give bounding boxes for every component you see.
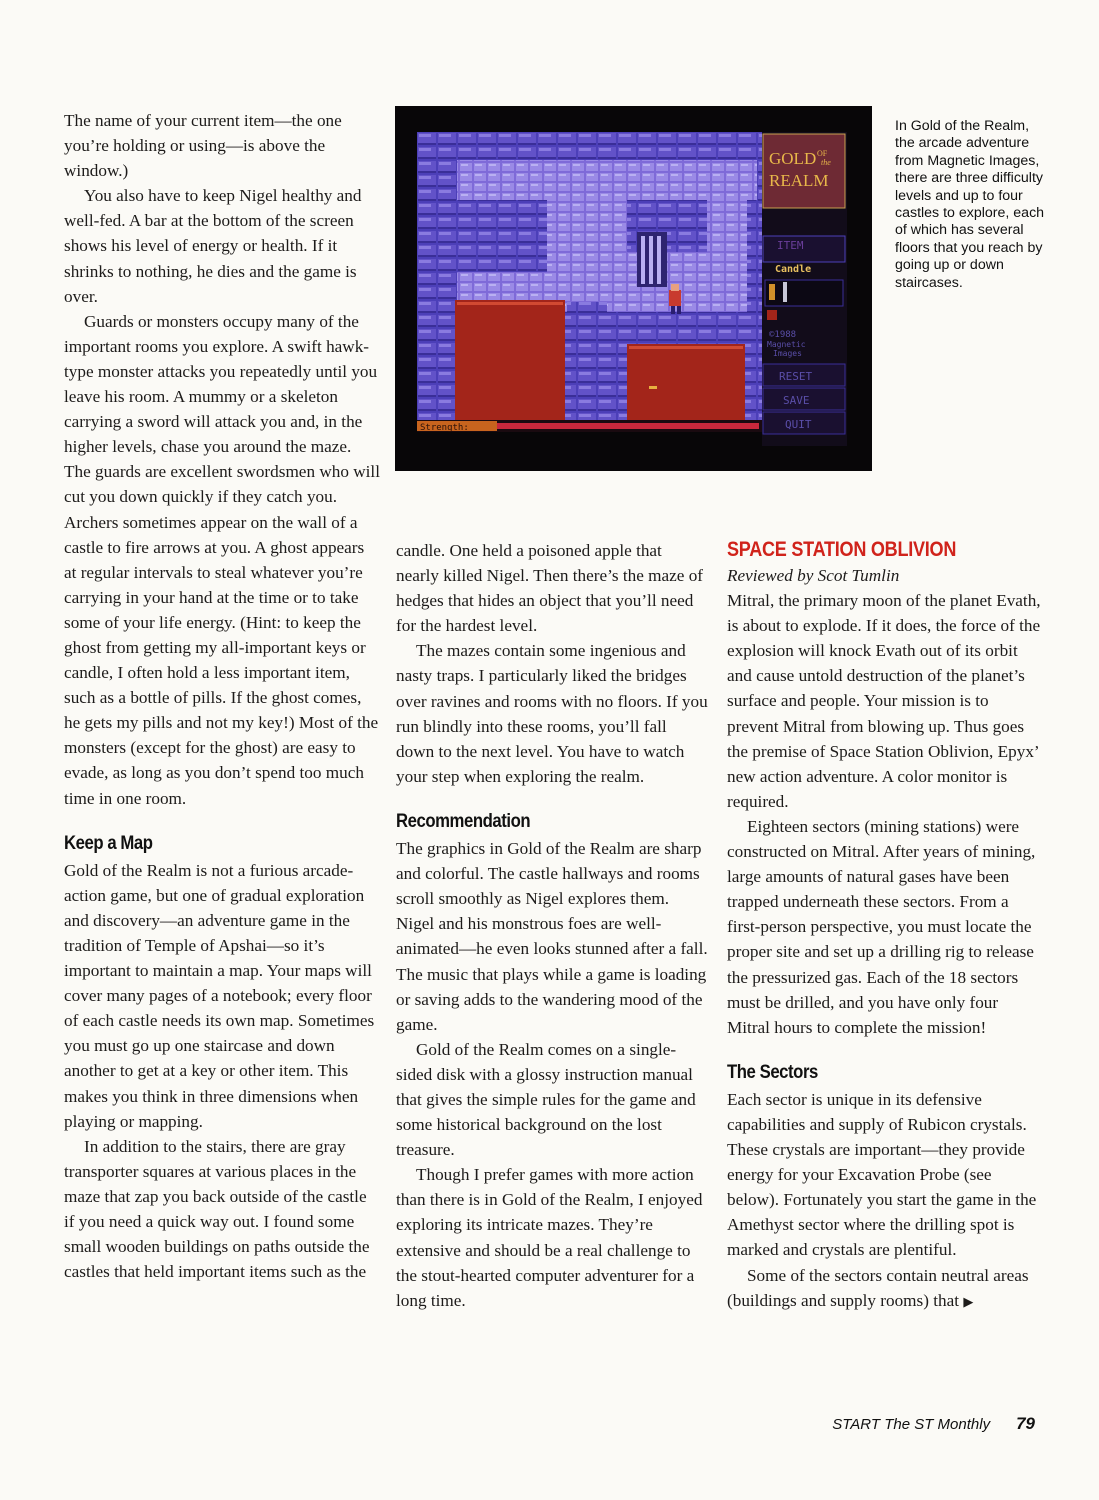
page-footer (832, 1414, 1035, 1434)
paragraph: Each sector is unique in its defensive capabilities and supply of Rubicon crystals. These crystals are important—they provide energy for your Excavation Probe (see below). Fortunately you start the game in the Amethyst sector where the drilling spot is marked and crystals are plentiful. (727, 1089, 1037, 1260)
paragraph: candle. One held a poisoned apple that nearly killed Nigel. Then there’s the maze of hedges that hides an object that you’ll need for the hardest level. (396, 541, 704, 636)
menu-save: SAVE (783, 394, 810, 407)
section-heading: Keep a Map (64, 832, 153, 854)
red-pit (627, 344, 745, 432)
paragraph: In addition to the stairs, there are gray transporter squares at various places in the maze that zap you back outside of the castle if you need a quick way out. I found some small wooden buildings on paths outside the castles that held important items such as the (64, 1136, 370, 1282)
section-heading: Recommendation (396, 810, 531, 832)
strength-label: Strength: (420, 423, 469, 433)
column-2 (396, 538, 708, 1313)
logo-text: REALM (769, 171, 829, 190)
paragraph: The name of your current item—the one you’re holding or using—is above the window.) (64, 111, 342, 181)
continue-arrow-icon: ▶ (963, 1293, 974, 1309)
paragraph: The graphics in Gold of the Realm are sharp and colorful. The castle hallways and rooms scroll smoothly as Nigel explores them. Nigel and his monstrous foes are well-animated—he even looks stunned after a fall. The music that plays while a game is loading or saving adds to the wandering mood of the game. (396, 839, 708, 1034)
paragraph: The mazes contain some ingenious and nasty traps. I particularly liked the bridges over ravines and rooms with no floors. If you run blindly into these rooms, you’ll fall down to the next level. You have to watch your step when exploring the realm. (396, 641, 708, 786)
section-heading: The Sectors (727, 1061, 818, 1083)
sword-icon (783, 282, 787, 302)
strength-bar (497, 423, 759, 429)
paragraph: Guards or monsters occupy many of the important rooms you explore. A swift hawk-type monster attacks you repeatedly until you leave his room. A mummy or a skeleton carrying a sword will attack you and, in the higher levels, chase you around the maze. The guards are excellent swordsmen who will cut you down quickly if they catch you. Archers sometimes appear on the wall of a castle to fire arrows at you. A ghost appears at regular intervals to steal whatever you’re carrying in your hand at the time or to take some of your life energy. (Hint: to keep the ghost from getting my all-important keys or candle, I often hold a less important item, such as a bottle of pills. If the ghost comes, he gets my pills and not my key!) Most of the monsters (except for the ghost) are easy to evade, as long as you don’t spend too much time in one room. (64, 311, 380, 808)
menu-reset: RESET (779, 370, 813, 383)
paragraph: Eighteen sectors (mining stations) were constructed on Mitral. After years of mining, large amounts of natural gases have been trapped underneath these sectors. From a first-person perspective, you must locate the proper site and set up a drilling rig to release the pressurized gas. Each of the 18 sectors must be drilled, and you have only four Mitral hours to complete the mission! (727, 816, 1036, 1037)
paragraph: Mitral, the primary moon of the planet Evath, is about to explode. If it does, the force of the explosion will knock Evath out of its orbit and cause untold destruction of the planet’s surface and people. Your mission is to prevent Mitral from blowing up. Thus goes the premise of Space Station Oblivion, Epyx’ new action adventure. A color monitor is required. (727, 591, 1041, 811)
copyright-text: Magnetic (767, 340, 806, 349)
review-title: SPACE STATION OBLIVION (727, 538, 957, 561)
paragraph: Gold of the Realm is not a furious arcade-action game, but one of gradual exploration and discovery—an adventure game in the tradition of Temple of Apshai—so it’s important to maintain a map. Your maps will cover many pages of a notebook; every floor of each castle needs its own map. Sometimes you must go up one staircase and down another to get at a key or other item. This makes you think in three dimensions when playing or mapping. (64, 860, 375, 1131)
photo-caption: In Gold of the Realm, the arcade adventure from Magnetic Images, there are three difficulty levels and up to four castles to explore, each of which has several floors that you reach by going up or down staircases. (895, 118, 1045, 291)
paragraph: Gold of the Realm comes on a single-sided disk with a glossy instruction manual that gives the simple rules for the game and some historical background on the lost treasure. (396, 1039, 696, 1160)
menu-quit: QUIT (785, 418, 812, 431)
paragraph (727, 1263, 1043, 1314)
column-3 (727, 537, 1043, 1314)
staircase (637, 232, 667, 287)
logo-text: OF (817, 149, 828, 158)
copyright-text: Images (773, 349, 802, 358)
logo-text: the (821, 158, 831, 167)
copyright-text: ©1988 (769, 330, 797, 340)
apple-icon (767, 310, 777, 320)
paragraph-text: Some of the sectors contain neutral areas (buildings and supply rooms) that (727, 1265, 1029, 1310)
item-label: ITEM (777, 239, 804, 252)
page-number: 79 (1016, 1414, 1035, 1433)
byline: Reviewed by Scot Tumlin (727, 566, 900, 585)
item-name: Candle (775, 264, 812, 275)
game-screenshot (395, 106, 872, 471)
logo-text: GOLD (769, 149, 817, 168)
candle-icon (769, 284, 775, 300)
paragraph: Though I prefer games with more action than there is in Gold of the Realm, I enjoyed exploring its intricate mazes. They’re extensive and should be a real challenge to the stout-hearted computer adventurer for a long time. (396, 1165, 703, 1310)
gold-of-the-realm-screen (417, 132, 847, 446)
red-pit (455, 300, 565, 428)
magazine-name: START The ST Monthly (832, 1416, 991, 1433)
column-1 (64, 108, 380, 1284)
paragraph: You also have to keep Nigel healthy and well-fed. A bar at the bottom of the screen shows his level of energy or health. If it shrinks to nothing, he dies and the game is over. (64, 186, 362, 306)
